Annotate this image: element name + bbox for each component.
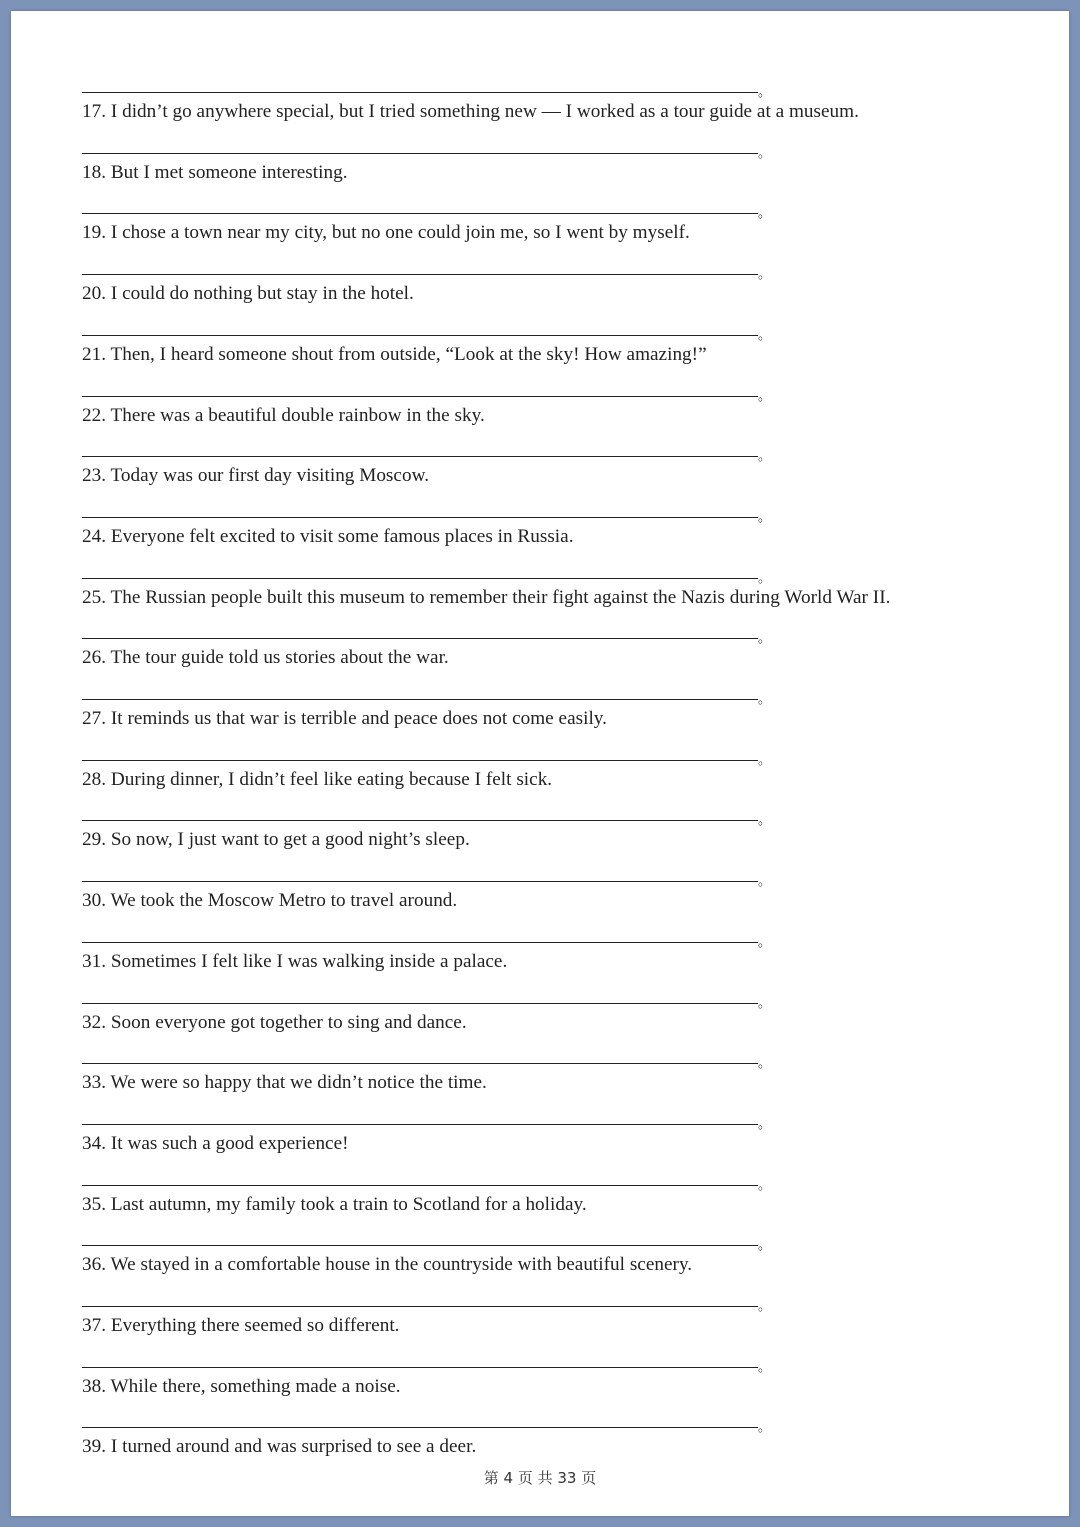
question-text: 20. I could do nothing but stay in the hotel. xyxy=(82,283,414,305)
answer-blank[interactable] xyxy=(82,1406,782,1436)
answer-blank[interactable] xyxy=(82,435,782,465)
answer-end-mark: 。 xyxy=(758,1056,772,1072)
answer-blank[interactable] xyxy=(82,1224,782,1254)
question-text: 34. It was such a good experience! xyxy=(82,1132,349,1154)
answer-underline xyxy=(82,517,758,518)
answer-underline xyxy=(82,1367,758,1368)
answer-underline xyxy=(82,820,758,821)
question-text: 25. The Russian people built this museum to remember their fight against the Nazis during World War II. xyxy=(82,586,891,608)
answer-underline xyxy=(82,1124,758,1125)
question-text: 39. I turned around and was surprised to see a deer. xyxy=(82,1436,477,1458)
answer-underline xyxy=(82,760,758,761)
answer-underline xyxy=(82,274,758,275)
answer-underline xyxy=(82,1427,758,1428)
answer-underline xyxy=(82,1063,758,1064)
answer-blank[interactable] xyxy=(82,71,782,100)
question-text: 31. Sometimes I felt like I was walking inside a palace. xyxy=(82,950,508,972)
answer-blank[interactable] xyxy=(82,799,782,829)
question-text: 24. Everyone felt excited to visit some famous places in Russia. xyxy=(82,525,574,547)
answer-blank[interactable] xyxy=(82,1042,782,1072)
answer-end-mark: 。 xyxy=(758,145,772,161)
answer-underline xyxy=(82,699,758,700)
answer-end-mark: 。 xyxy=(758,1420,772,1436)
answer-blank[interactable] xyxy=(82,739,782,768)
page-footer: 第 4 页 共 33 页 xyxy=(483,1469,597,1487)
answer-end-mark: 。 xyxy=(758,1238,772,1254)
answer-blank[interactable] xyxy=(82,678,782,707)
answer-end-mark: 。 xyxy=(758,509,772,525)
answer-underline xyxy=(82,1306,758,1307)
answer-end-mark: 。 xyxy=(758,1299,772,1314)
answer-underline xyxy=(82,1185,758,1186)
question-text: 17. I didn’t go anywhere special, but I tried something new — I worked as a tour guide at a museum. xyxy=(82,101,859,122)
answer-end-mark: 。 xyxy=(758,813,772,829)
answer-underline xyxy=(82,456,758,457)
answer-underline xyxy=(82,1003,758,1004)
answer-blank[interactable] xyxy=(82,860,782,890)
answer-blank[interactable] xyxy=(82,1346,782,1375)
answer-end-mark: 。 xyxy=(758,995,772,1011)
answer-blank[interactable] xyxy=(82,132,782,161)
answer-end-mark: 。 xyxy=(758,85,772,100)
answer-blank[interactable] xyxy=(82,982,782,1011)
question-text: 35. Last autumn, my family took a train to Scotland for a holiday. xyxy=(82,1193,587,1215)
answer-blank[interactable] xyxy=(82,253,782,283)
answer-blank[interactable] xyxy=(82,1285,782,1314)
answer-end-mark: 。 xyxy=(758,934,772,950)
answer-underline xyxy=(82,638,758,639)
question-text: 27. It reminds us that war is terrible and peace does not come easily. xyxy=(82,708,607,729)
answer-underline xyxy=(82,92,758,93)
question-text: 33. We were so happy that we didn’t notice the time. xyxy=(82,1072,487,1094)
question-text: 29. So now, I just want to get a good night’s sleep. xyxy=(82,829,470,851)
question-text: 30. We took the Moscow Metro to travel around. xyxy=(82,890,458,912)
question-text: 26. The tour guide told us stories about the war. xyxy=(82,647,449,669)
answer-blank[interactable] xyxy=(82,496,782,525)
answer-end-mark: 。 xyxy=(758,874,772,890)
question-text: 36. We stayed in a comfortable house in the countryside with beautiful scenery. xyxy=(82,1254,693,1276)
answer-blank[interactable] xyxy=(82,617,782,647)
answer-end-mark: 。 xyxy=(758,267,772,283)
answer-underline xyxy=(82,578,758,579)
answer-blank[interactable] xyxy=(82,1164,782,1193)
question-text: 19. I chose a town near my city, but no one could join me, so I went by myself. xyxy=(82,222,690,244)
answer-underline xyxy=(82,881,758,882)
answer-blank[interactable] xyxy=(82,192,782,222)
answer-underline xyxy=(82,153,758,154)
answer-end-mark: 。 xyxy=(758,752,772,768)
answer-end-mark: 。 xyxy=(758,692,772,707)
answer-blank[interactable] xyxy=(82,375,782,404)
question-text: 32. Soon everyone got together to sing and dance. xyxy=(82,1011,467,1033)
answer-end-mark: 。 xyxy=(758,631,772,647)
answer-end-mark: 。 xyxy=(758,1177,772,1193)
answer-end-mark: 。 xyxy=(758,206,772,222)
answer-blank[interactable] xyxy=(82,921,782,950)
answer-blank[interactable] xyxy=(82,1103,782,1132)
question-text: 28. During dinner, I didn’t feel like eating because I felt sick. xyxy=(82,768,553,790)
question-text: 38. While there, something made a noise. xyxy=(82,1375,401,1397)
answer-end-mark: 。 xyxy=(758,449,772,465)
answer-underline xyxy=(82,213,758,214)
document-page xyxy=(11,11,1069,1516)
answer-end-mark: 。 xyxy=(758,327,772,343)
question-text: 21. Then, I heard someone shout from outside, “Look at the sky! How amazing!” xyxy=(82,343,707,365)
answer-blank[interactable] xyxy=(82,314,782,343)
answer-end-mark: 。 xyxy=(758,1359,772,1375)
answer-underline xyxy=(82,1245,758,1246)
question-text: 23. Today was our first day visiting Moscow. xyxy=(82,465,430,487)
question-text: 22. There was a beautiful double rainbow in the sky. xyxy=(82,404,485,426)
answer-underline xyxy=(82,396,758,397)
answer-underline xyxy=(82,335,758,336)
answer-end-mark: 。 xyxy=(758,570,772,586)
question-text: 18. But I met someone interesting. xyxy=(82,161,348,183)
answer-end-mark: 。 xyxy=(758,388,772,404)
answer-end-mark: 。 xyxy=(758,1116,772,1132)
answer-underline xyxy=(82,942,758,943)
answer-blank[interactable] xyxy=(82,557,782,586)
question-text: 37. Everything there seemed so different. xyxy=(82,1315,400,1336)
